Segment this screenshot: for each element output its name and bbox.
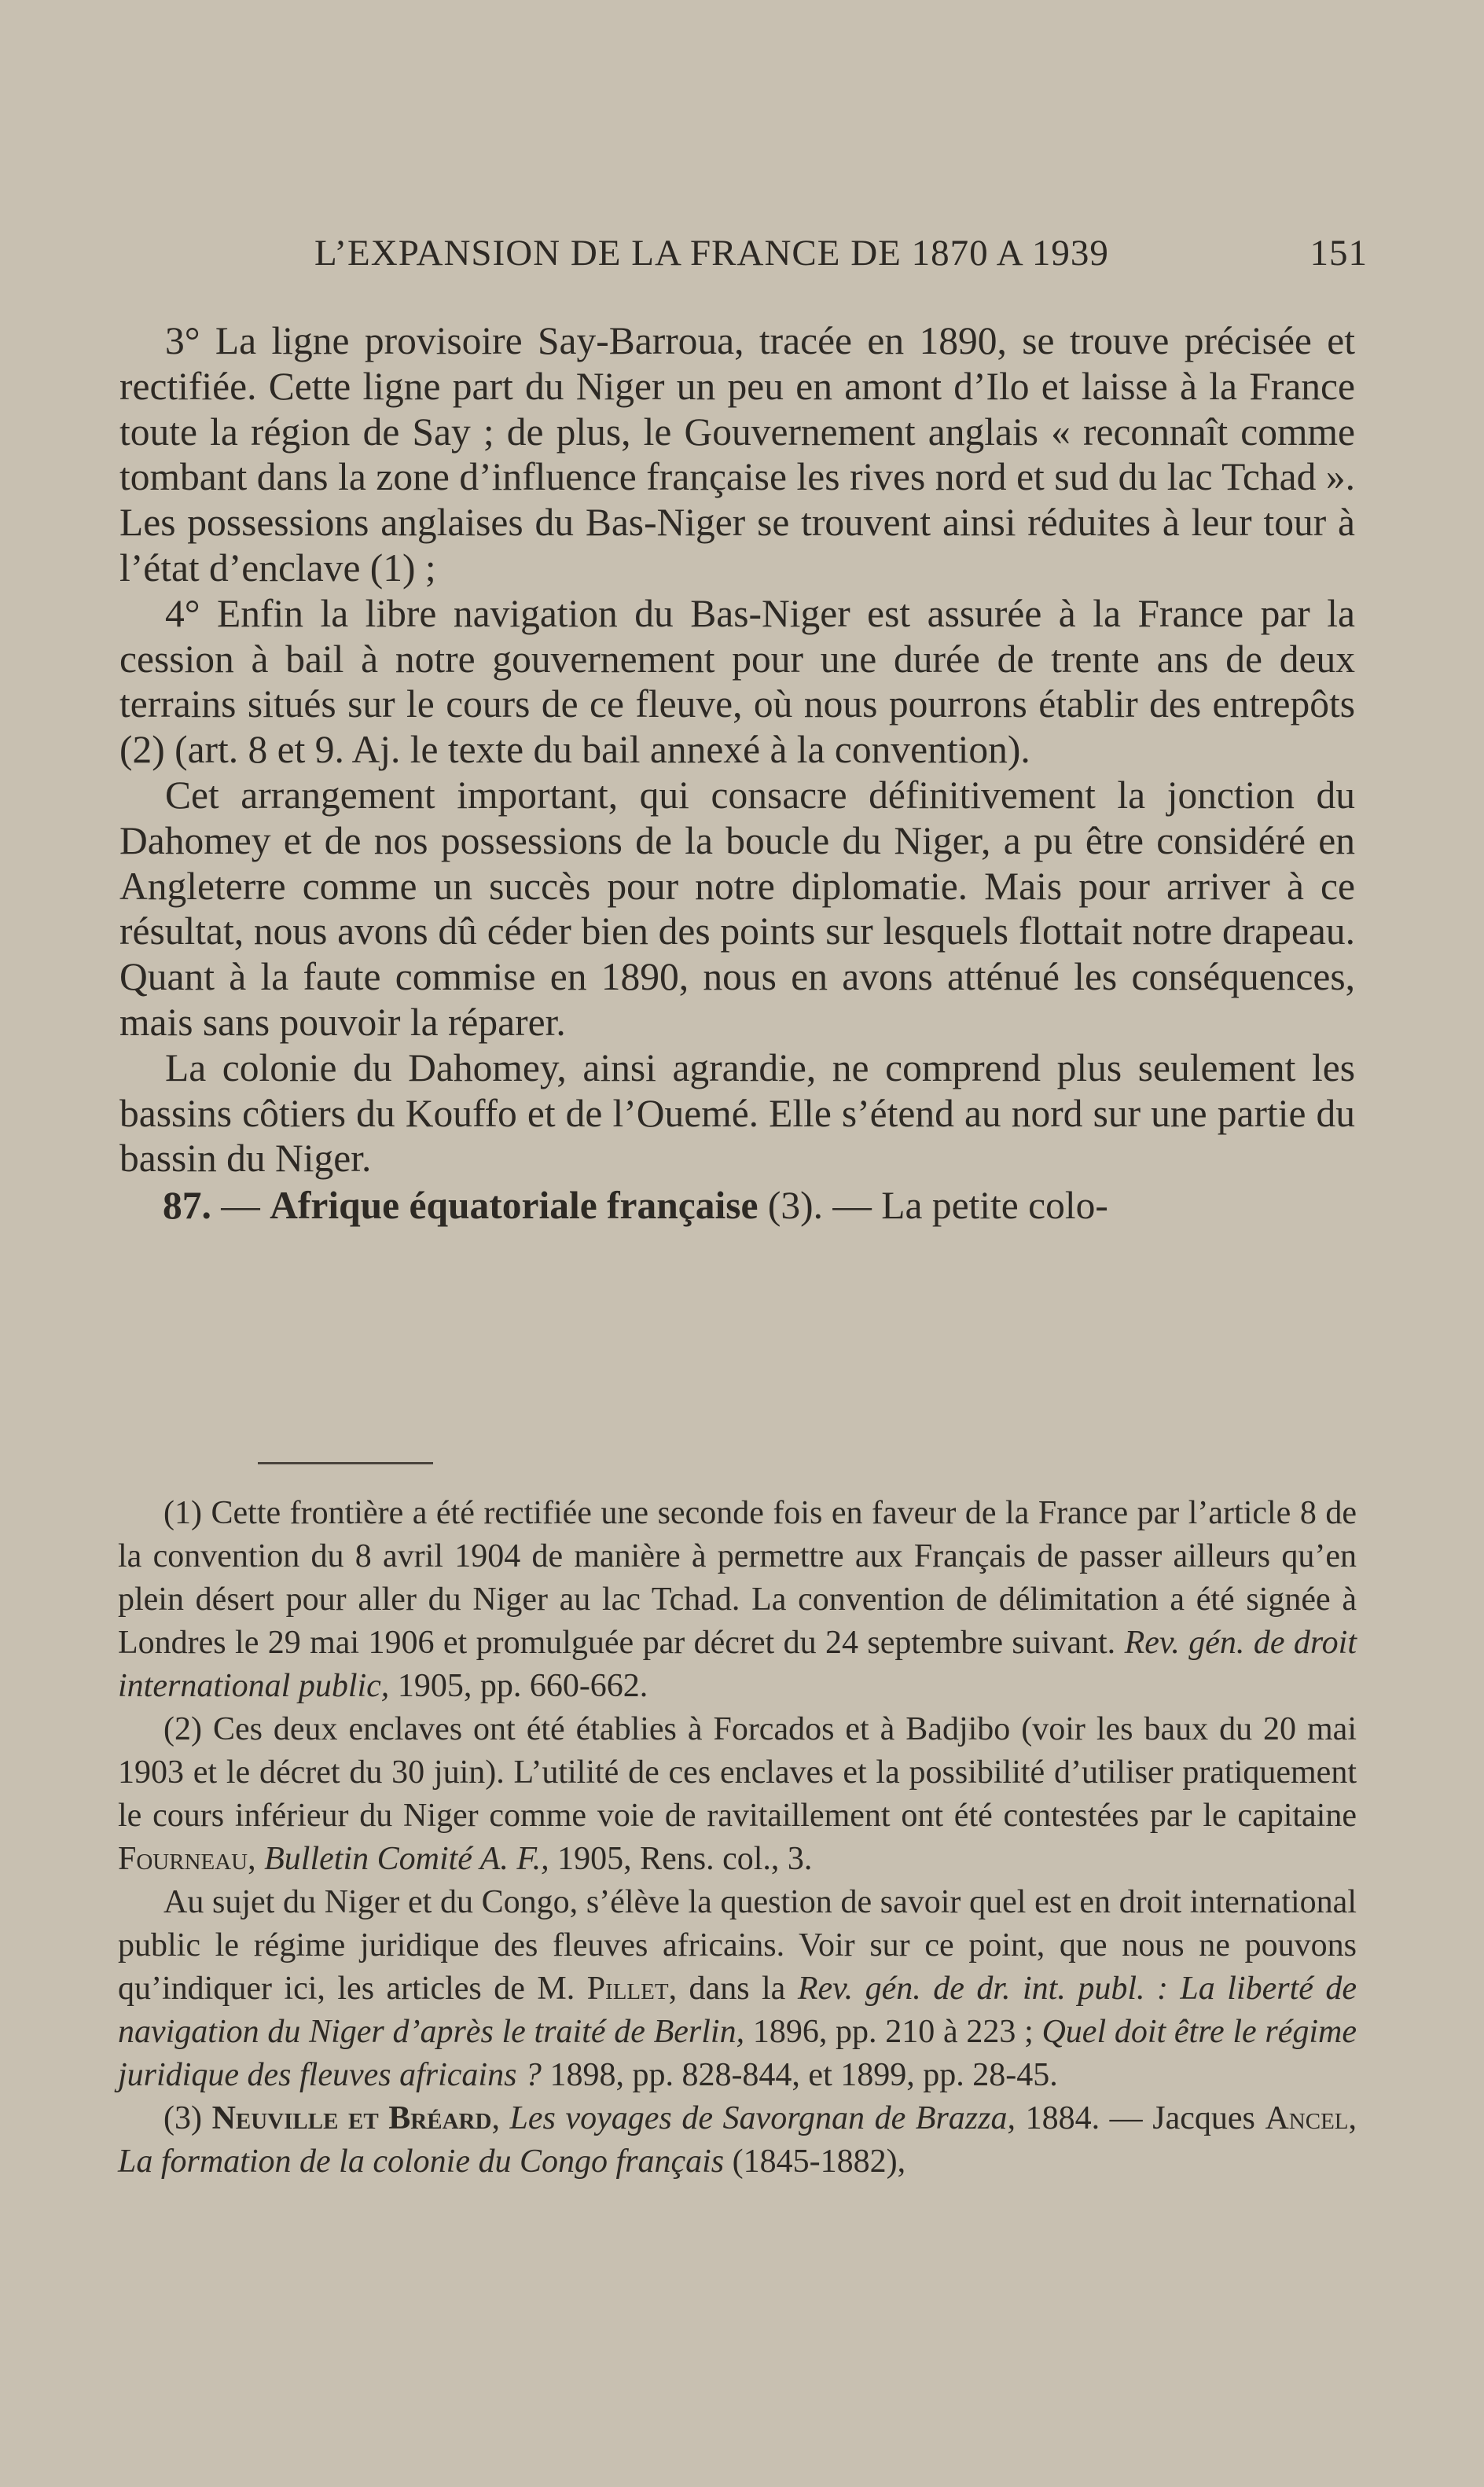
footnote-2-continued: Au sujet du Niger et du Congo, s’élève la question de savoir quel est en droit international public le régime juridique des fleuves africains. Voir sur ce point, que nous ne pouvons qu’indiquer ici, les articles de M. Pillet, dans la Rev. gén. de dr. int. publ. : La liberté de navigation du Niger d’après le traité de Berlin, 1896, pp. 210 à 223 ; Quel doit être le régime juridique des fleuves africains ? 1898, pp. 828-844, et 1899, pp. 28-45.: [118, 1884, 1357, 2093]
section-text: (3). — La petite colo-: [758, 1184, 1108, 1228]
paragraph-dahomey: La colonie du Dahomey, ainsi agrandie, ne comprend plus seulement les bassins côtiers du Kouffo et de l’Ouemé. Elle s’étend au nord sur une partie du bassin du Niger.: [119, 1045, 1355, 1181]
paragraph-point-3: 3° La ligne provisoire Say-Barroua, tracée en 1890, se trouve précisée et rectifiée. Cette ligne part du Niger un peu en amont d’Ilo et laisse à la France toute la région de Say ; de plus, le Gouvernement anglais « reconnaît comme tombant dans la zone d’influence française les rives nord et sud du lac Tchad ». Les possessions anglaises du Bas-Niger se trouvent ainsi réduites à leur tour à l’état d’enclave (1) ;: [119, 319, 1355, 590]
section-title: Afrique équatoriale française: [270, 1184, 759, 1228]
section-heading-87: 87. — Afrique équatoriale française (3). — La petite colo-: [163, 1184, 1108, 1228]
page-number: 151: [1310, 233, 1368, 274]
footnote-divider: [258, 1462, 433, 1464]
section-number: 87.: [163, 1184, 211, 1228]
paragraph-point-4: 4° Enfin la libre navigation du Bas-Niger est assurée à la France par la cession à bail à notre gouvernement pour une durée de trente ans de deux terrains situés sur le cours de ce fleuve, où nous pourrons établir des entrepôts (2) (art. 8 et 9. Aj. le texte du bail annexé à la convention).: [119, 591, 1355, 772]
footnote-3: (3) Neuville et Bréard, Les voyages de Savorgnan de Brazza, 1884. — Jacques Ancel, La formation de la colonie du Congo français (1845-1882),: [118, 2100, 1357, 2180]
running-title: L’EXPANSION DE LA FRANCE DE 1870 A 1939: [314, 233, 1109, 274]
main-text: [119, 318, 1355, 1229]
paragraph-arrangement: Cet arrangement important, qui consacre définitivement la jonction du Dahomey et de nos possessions de la boucle du Niger, a pu être considéré en Angleterre comme un succès pour notre diplomatie. Mais pour arriver à ce résultat, nous avons dû céder bien des points sur lesquels flottait notre drapeau. Quant à la faute commise en 1890, nous en avons atténué les conséquences, mais sans pouvoir la réparer.: [119, 773, 1355, 1044]
running-header: [314, 224, 1368, 287]
footnotes: [118, 1492, 1357, 2184]
footnote-1: (1) Cette frontière a été rectifiée une seconde fois en faveur de la France par l’article 8 de la convention du 8 avril 1904 de manière à permettre aux Français de passer ailleurs qu’en plein désert pour aller du Niger au lac Tchad. La convention de délimitation a été signée à Londres le 29 mai 1906 et promulguée par décret du 24 septembre suivant. Rev. gén. de droit international public, 1905, pp. 660-662.: [118, 1495, 1357, 1704]
footnote-2: (2) Ces deux enclaves ont été établies à Forcados et à Badjibo (voir les baux du 20 mai 1903 et le décret du 30 juin). L’utilité de ces enclaves et la possibilité d’utiliser pratiquement le cours inférieur du Niger comme voie de ravitaillement ont été contestées par le capitaine Fourneau, Bulletin Comité A. F., 1905, Rens. col., 3.: [118, 1711, 1357, 1877]
